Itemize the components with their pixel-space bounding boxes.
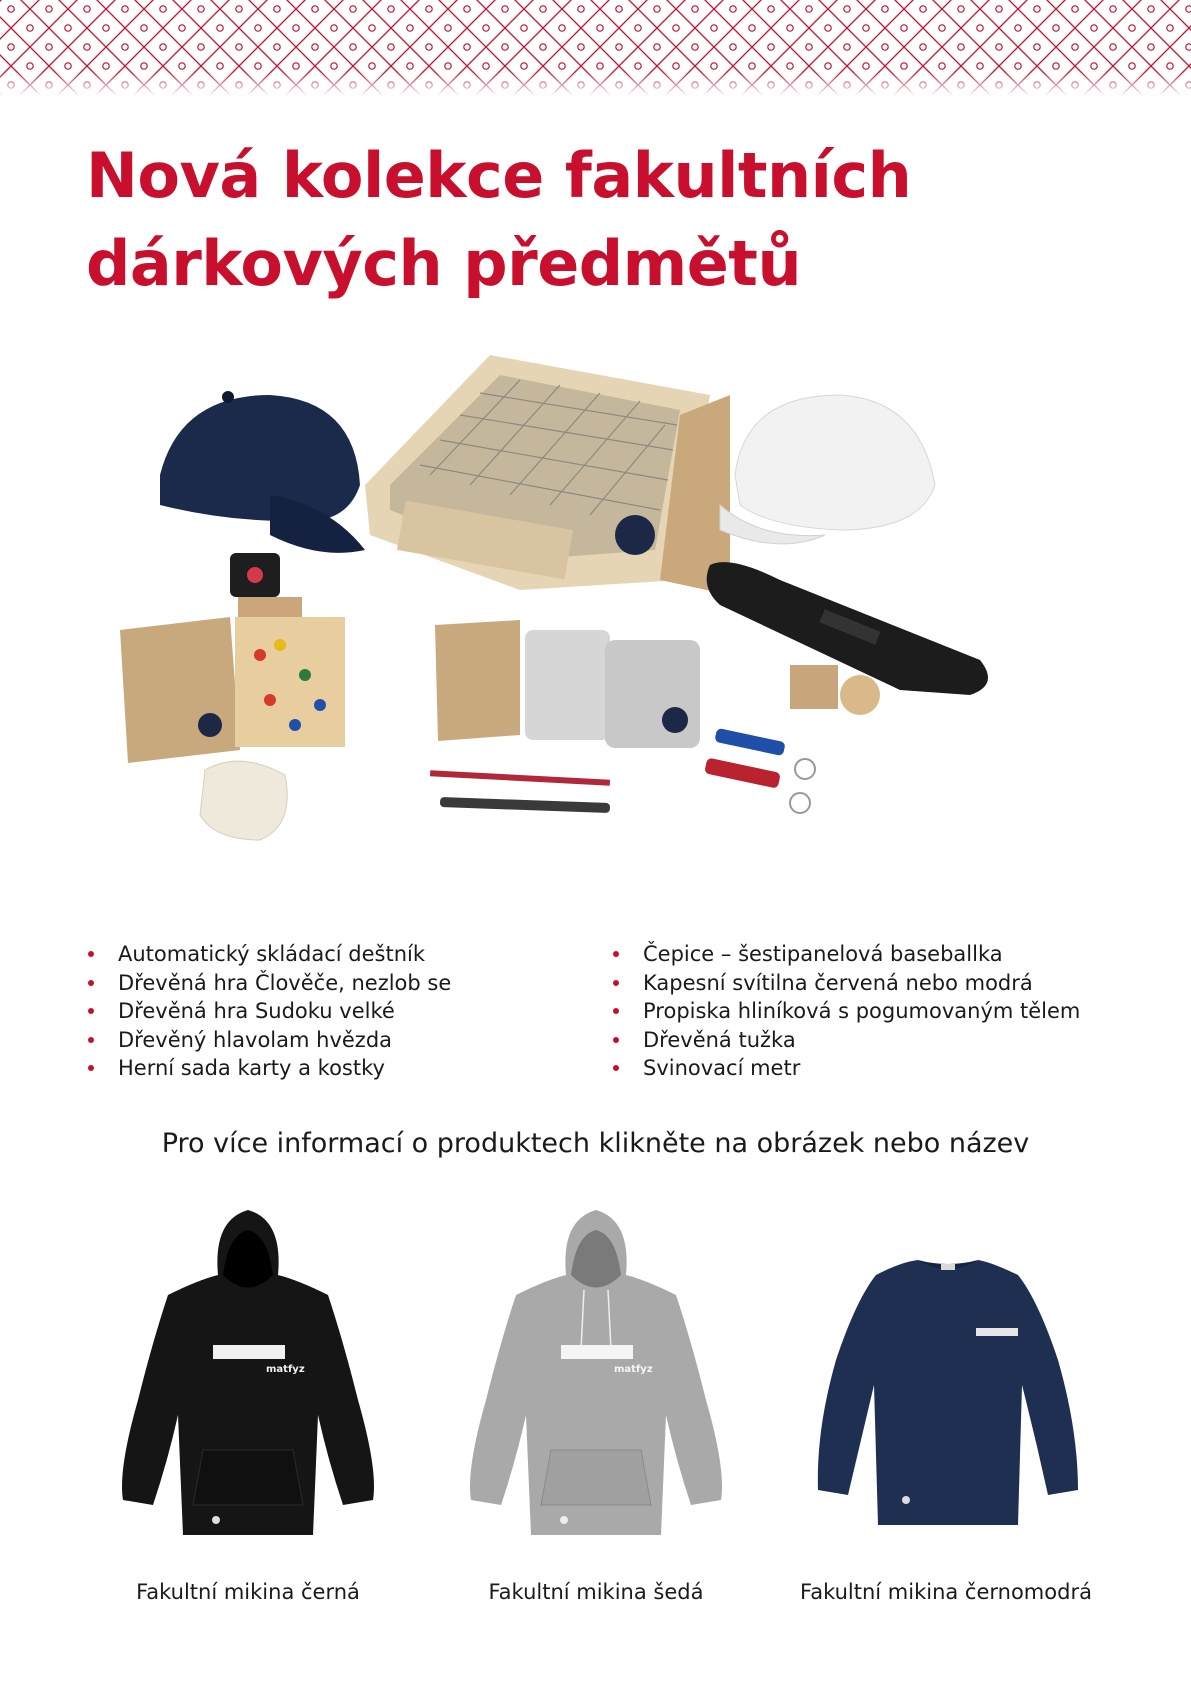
bullet-icon: [88, 980, 94, 986]
product-card-black-hoodie[interactable]: [98, 1200, 398, 1604]
cotton-bag-icon: [200, 761, 287, 840]
list-item-label: Automatický skládací deštník: [118, 942, 426, 966]
product-caption[interactable]: Fakultní mikina černomodrá: [800, 1580, 1092, 1604]
sudoku-box-icon: [365, 355, 730, 595]
chest-logo-text: matfyz: [614, 1364, 653, 1375]
crest-icon: [902, 1496, 910, 1504]
black-hoodie-image[interactable]: [98, 1200, 398, 1540]
product-list-left: [86, 940, 451, 1083]
product-card-navy-sweatshirt[interactable]: [796, 1200, 1096, 1604]
list-item[interactable]: [611, 940, 1080, 969]
pen-icon: [440, 797, 610, 813]
bullet-icon: [613, 951, 619, 957]
product-caption[interactable]: Fakultní mikina černá: [136, 1580, 360, 1604]
sweatshirt-body: [818, 1260, 1078, 1525]
navy-cap-icon: [160, 391, 365, 553]
pocket: [193, 1450, 303, 1505]
list-item[interactable]: [611, 997, 1080, 1026]
list-item-label: Dřevěný hlavolam hvězda: [118, 1027, 393, 1052]
grey-hoodie-image[interactable]: [446, 1200, 746, 1540]
product-caption[interactable]: Fakultní mikina šedá: [488, 1580, 704, 1604]
bullet-icon: [613, 1008, 619, 1014]
list-item[interactable]: [86, 940, 451, 969]
crest-icon: [560, 1516, 568, 1524]
white-cap-icon: [720, 395, 935, 544]
pencil-icon: [430, 770, 610, 785]
list-item[interactable]: [611, 1026, 1080, 1055]
list-item[interactable]: [86, 969, 451, 998]
list-item[interactable]: [611, 969, 1080, 998]
list-item-label: Čepice – šestipanelová baseballka: [643, 942, 1003, 966]
umbrella-icon: [707, 562, 988, 695]
navy-sweatshirt-image[interactable]: [796, 1200, 1096, 1540]
list-item-label: Herní sada karty a kostky: [118, 1056, 385, 1080]
bullet-icon: [613, 980, 619, 986]
bullet-icon: [88, 951, 94, 957]
chest-logo-box: [976, 1328, 1018, 1336]
list-item-label: Dřevěná hra Člověče, nezlob se: [118, 970, 452, 995]
flashlight-icon: [704, 728, 815, 813]
products-collage-image[interactable]: [120, 355, 1080, 895]
page-title: [86, 132, 1146, 308]
pocket: [541, 1450, 651, 1505]
chest-logo-text: matfyz: [266, 1364, 305, 1375]
title-line-2: dárkových předmětů: [86, 227, 802, 300]
product-card-grey-hoodie[interactable]: [446, 1200, 746, 1604]
list-item-label: Svinovací metr: [643, 1056, 801, 1080]
product-list-right: [611, 940, 1080, 1083]
chest-logo-box: [561, 1345, 633, 1359]
bullet-icon: [613, 1037, 619, 1043]
ludo-game-icon: [120, 617, 345, 763]
list-item[interactable]: [86, 1026, 451, 1055]
cards-dice-set-icon: [435, 620, 700, 748]
decorative-pattern-band: [0, 0, 1191, 96]
list-item-label: Dřevěná hra Sudoku velké: [118, 999, 395, 1023]
tape-measure-icon: [230, 553, 302, 623]
list-item-label: Kapesní svítilna červená nebo modrá: [643, 970, 1033, 995]
crest-icon: [212, 1516, 220, 1524]
bullet-icon: [613, 1065, 619, 1071]
more-info-link[interactable]: Pro více informací o produktech klikněte na obrázek nebo název: [161, 1128, 1030, 1159]
title-line-1: Nová kolekce fakultních: [86, 139, 912, 212]
list-item[interactable]: [611, 1054, 1080, 1083]
bullet-icon: [88, 1008, 94, 1014]
bullet-icon: [88, 1037, 94, 1043]
collar-label: [941, 1264, 955, 1270]
bullet-icon: [88, 1065, 94, 1071]
list-item[interactable]: [86, 1054, 451, 1083]
chest-logo-box: [213, 1345, 285, 1359]
list-item-label: Propiska hliníková s pogumovaným tělem: [643, 999, 1081, 1023]
list-item-label: Dřevěná tužka: [643, 1027, 796, 1052]
list-item[interactable]: [86, 997, 451, 1026]
